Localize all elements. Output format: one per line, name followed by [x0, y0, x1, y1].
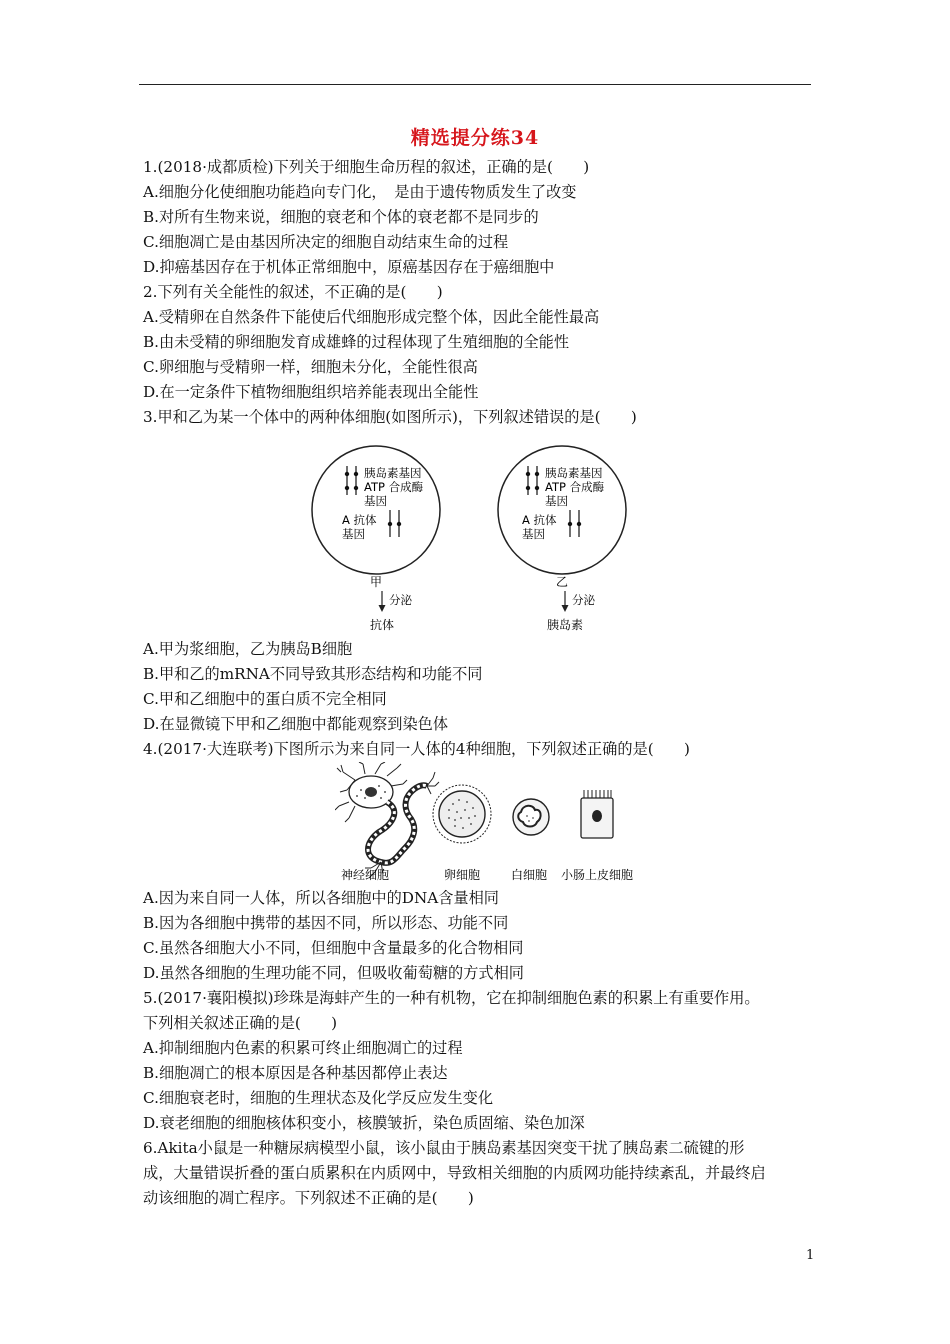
q1-option-d: D.抑癌基因存在于机体正常细胞中，原癌基因存在于癌细胞中	[143, 258, 555, 276]
q2-option-b: B.由未受精的卵细胞发育成雄蜂的过程体现了生殖细胞的全能性	[143, 333, 570, 351]
q5-stem-line2: 下列相关叙述正确的是( )	[143, 1014, 338, 1032]
cell-yi-gene-atp-1: ATP 合成酶	[545, 480, 605, 494]
q2-stem: 2.下列有关全能性的叙述，不正确的是( )	[143, 283, 443, 301]
cell-jia-arrowhead	[379, 605, 386, 612]
q3-option-b: B.甲和乙的mRNA不同导致其形态结构和功能不同	[143, 665, 483, 683]
q1-option-a: A.细胞分化使细胞功能趋向专门化， 是由于遗传物质发生了改变	[143, 183, 577, 201]
cell-jia	[312, 446, 440, 632]
cell-yi-gene-antibody-1: A 抗体	[522, 513, 557, 527]
page-title: 精选提分练34	[410, 127, 540, 149]
q1-option-c: C.细胞凋亡是由基因所决定的细胞自动结束生命的过程	[143, 233, 509, 251]
q2-option-d: D.在一定条件下植物细胞组织培养能表现出全能性	[143, 383, 479, 401]
cell-yi-arrowhead	[562, 605, 569, 612]
q3-stem: 3.甲和乙为某一个体中的两种体细胞(如图所示)，下列叙述错误的是( )	[143, 408, 637, 426]
cell-jia-label: 甲	[369, 575, 383, 589]
q4-option-a: A.因为来自同一人体，所以各细胞中的DNA含量相同	[143, 889, 499, 907]
neuron-label: 神经细胞	[340, 868, 390, 882]
q3-option-d: D.在显微镜下甲和乙细胞中都能观察到染色体	[143, 715, 449, 733]
q5-option-d: D.衰老细胞的细胞核体积变小，核膜皱折，染色质固缩、染色加深	[143, 1114, 585, 1132]
cell-yi-secrete-label: 分泌	[572, 593, 595, 607]
egg-cell-label: 卵细胞	[443, 868, 481, 882]
cell-yi-gene-insulin: 胰岛素基因	[545, 466, 603, 480]
q2-option-a: A.受精卵在自然条件下能使后代细胞形成完整个体，因此全能性最高	[143, 308, 600, 326]
cell-yi-label: 乙	[555, 575, 569, 589]
page-number: 1	[806, 1248, 815, 1263]
q5-stem-line1: 5.(2017·襄阳模拟)珍珠是海蚌产生的一种有机物，它在抑制细胞色素的积累上有重要作用。	[143, 989, 760, 1007]
q3-option-a: A.甲为浆细胞，乙为胰岛B细胞	[143, 640, 353, 658]
q4-option-c: C.虽然各细胞大小不同，但细胞中含量最多的化合物相同	[143, 939, 524, 957]
q6-stem-line3: 动该细胞的凋亡程序。下列叙述不正确的是( )	[143, 1189, 474, 1207]
q4-option-d: D.虽然各细胞的生理功能不同，但吸收葡萄糖的方式相同	[143, 964, 524, 982]
q3-option-c: C.甲和乙细胞中的蛋白质不完全相同	[143, 690, 387, 708]
cell-jia-product: 抗体	[369, 618, 395, 632]
q6-stem-line1: 6.Akita小鼠是一种糖尿病模型小鼠，该小鼠由于胰岛素基因突变干扰了胰岛素二硫键的形	[143, 1139, 745, 1157]
white-blood-cell-label: 白细胞	[510, 868, 548, 882]
q4-option-b: B.因为各细胞中携带的基因不同，所以形态、功能不同	[143, 914, 509, 932]
q4-cell-figure	[335, 762, 645, 886]
cell-yi-gene-antibody-2: 基因	[522, 527, 545, 541]
cell-jia-gene-atp-1: ATP 合成酶	[364, 480, 424, 494]
intestinal-cell-label: 小肠上皮细胞	[560, 868, 634, 882]
cell-jia-gene-antibody-2: 基因	[342, 527, 365, 541]
header-rule	[139, 84, 811, 85]
q4-stem: 4.(2017·大连联考)下图所示为来自同一人体的4种细胞，下列叙述正确的是( )	[143, 740, 690, 758]
q5-option-a: A.抑制细胞内色素的积累可终止细胞凋亡的过程	[143, 1039, 463, 1057]
cell-jia-gene-insulin: 胰岛素基因	[364, 466, 422, 480]
q5-option-c: C.细胞衰老时，细胞的生理状态及化学反应发生变化	[143, 1089, 494, 1107]
q5-option-b: B.细胞凋亡的根本原因是各种基因都停止表达	[143, 1064, 448, 1082]
q1-stem: 1.(2018·成都质检)下列关于细胞生命历程的叙述，正确的是( )	[143, 158, 590, 176]
white-blood-cell-illustration	[513, 799, 549, 835]
egg-cell-illustration	[433, 785, 491, 843]
cell-yi-product: 胰岛素	[546, 618, 584, 632]
neuron-illustration	[335, 762, 439, 878]
intestinal-epithelial-cell-illustration	[581, 790, 613, 838]
q2-option-c: C.卵细胞与受精卵一样，细胞未分化，全能性很高	[143, 358, 478, 376]
cell-jia-gene-antibody-1: A 抗体	[342, 513, 377, 527]
cell-jia-gene-atp-2: 基因	[364, 494, 387, 508]
q6-stem-line2: 成，大量错误折叠的蛋白质累积在内质网中，导致相关细胞的内质网功能持续紊乱，并最终启	[143, 1164, 766, 1182]
cell-jia-secrete-label: 分泌	[389, 593, 412, 607]
cell-yi-gene-atp-2: 基因	[545, 494, 568, 508]
q1-option-b: B.对所有生物来说，细胞的衰老和个体的衰老都不是同步的	[143, 208, 539, 226]
cell-yi	[498, 446, 626, 632]
q3-cell-diagram	[310, 440, 640, 635]
